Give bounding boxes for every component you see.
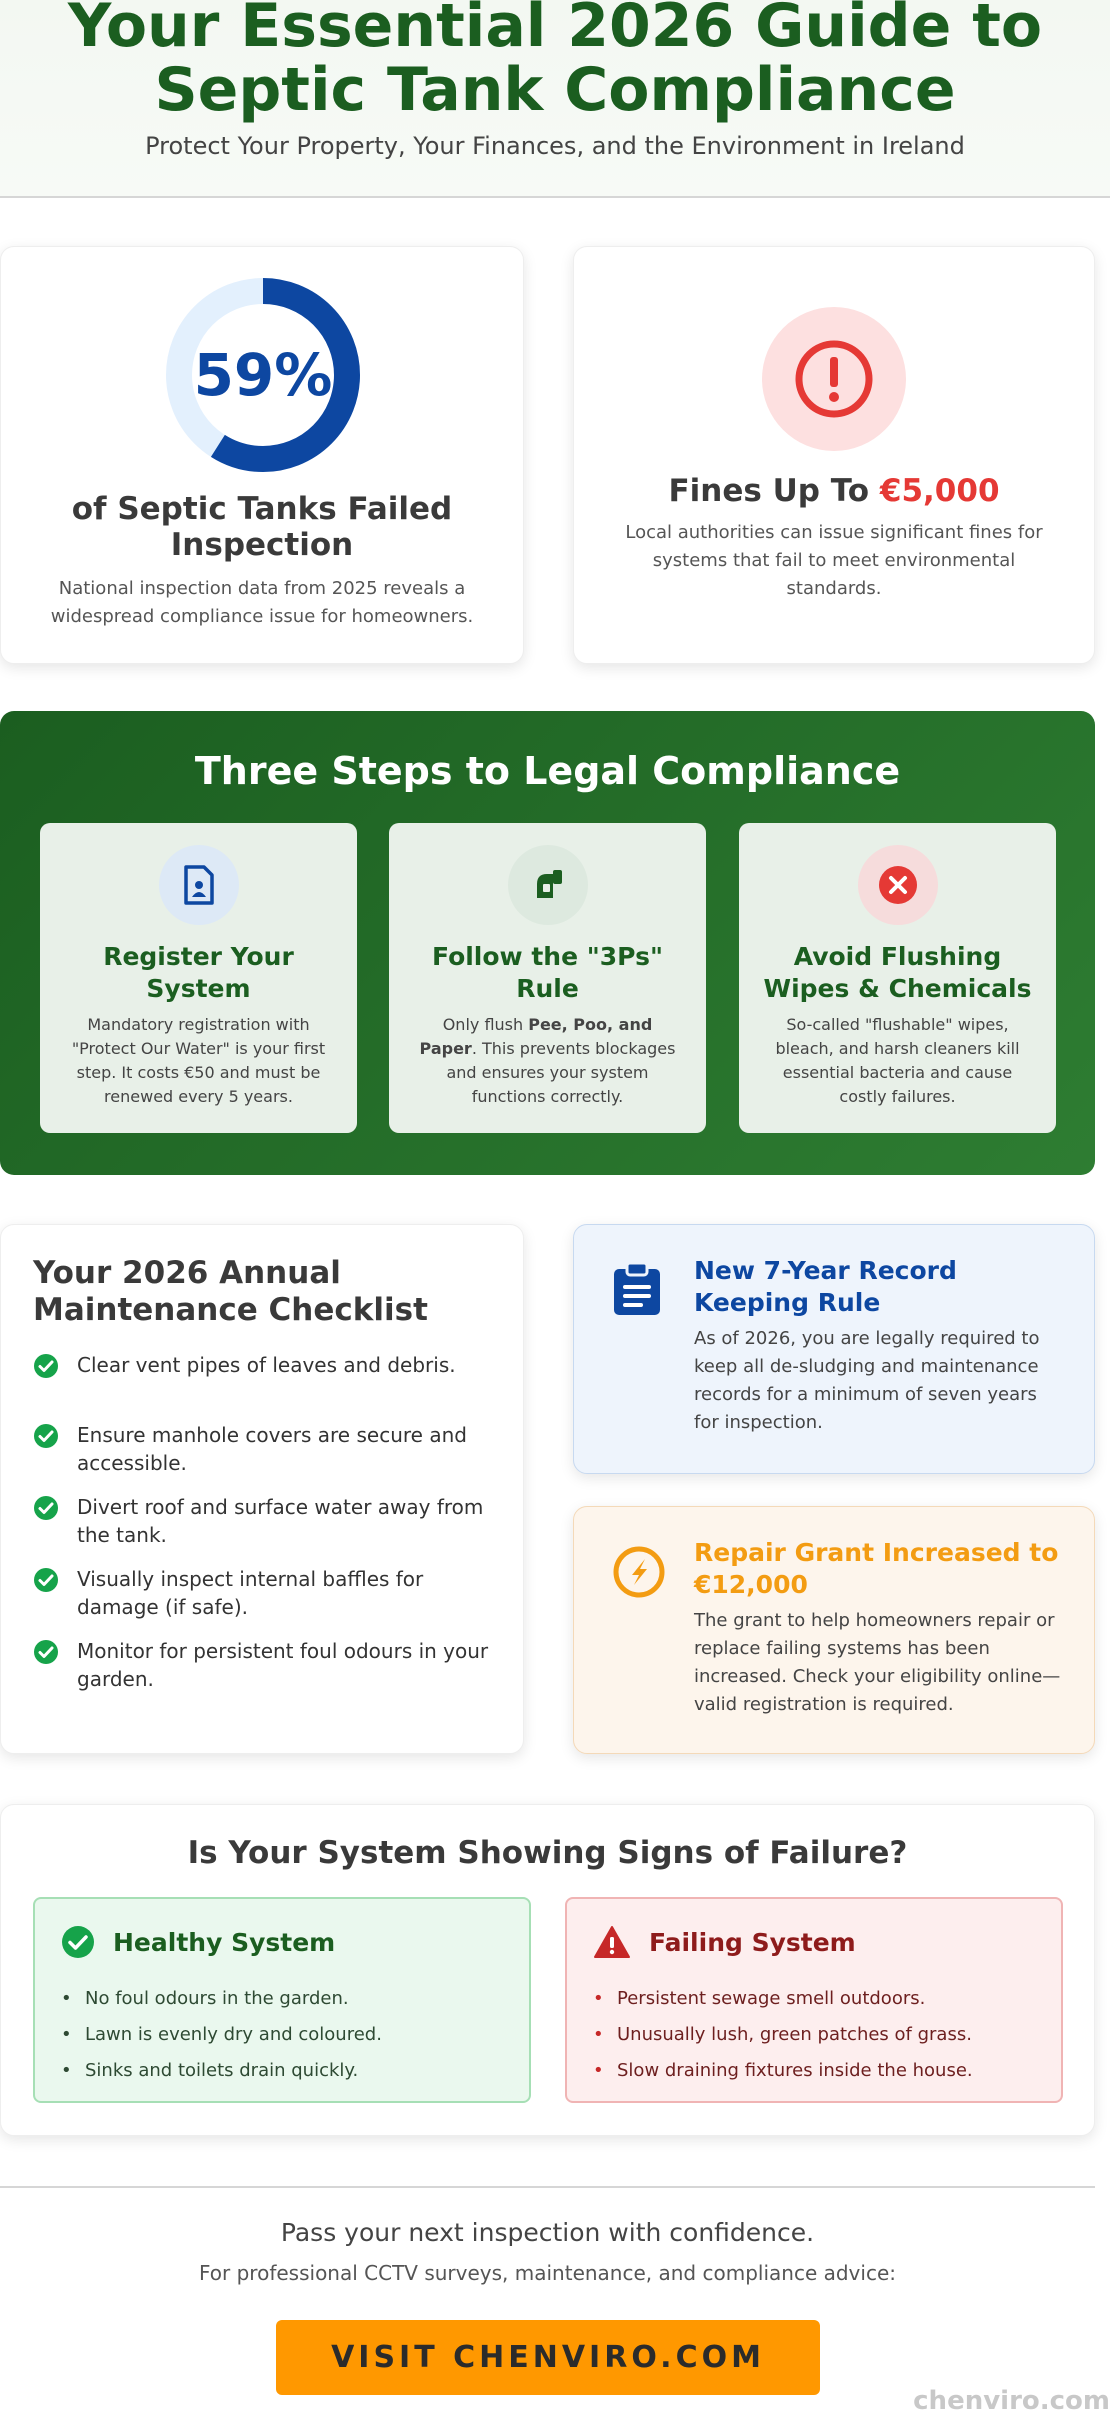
failing-sign-item: • Slow draining fixtures inside the house. — [593, 2053, 1041, 2089]
healthy-system-heading — [61, 1925, 335, 1959]
document-person-icon — [159, 845, 239, 925]
warning-triangle-icon — [593, 1925, 631, 1959]
healthy-system-title: Healthy System — [113, 1927, 336, 1957]
failed-inspection-card — [0, 246, 524, 664]
visit-website-button[interactable]: VISIT CHENVIRO.COM — [276, 2320, 820, 2395]
checklist-item — [33, 1637, 499, 1693]
check-circle-icon — [33, 1567, 59, 1593]
fines-title-prefix: Fines Up To — [668, 473, 870, 509]
grant-coin-icon — [612, 1545, 666, 1603]
step-register-title: Register Your System — [103, 942, 294, 1003]
fines-card — [573, 246, 1095, 664]
healthy-system-box — [33, 1897, 531, 2103]
healthy-system-list — [61, 1981, 509, 2089]
maintenance-checklist-card — [0, 1224, 524, 1754]
failing-sign-item: • Unusually lush, green patches of grass. — [593, 2017, 1041, 2053]
repair-grant-title: Repair Grant Increased to €12,000 — [694, 1538, 1059, 1599]
page-title-line2: Septic Tank Compliance — [154, 55, 956, 125]
healthy-sign-item: • Sinks and toilets drain quickly. — [61, 2053, 509, 2089]
step-3ps-title: Follow the "3Ps" Rule — [432, 942, 663, 1003]
fines-amount: €5,000 — [879, 473, 1000, 509]
watermark: chenviro.com — [913, 2386, 1110, 2412]
compliance-steps-section — [0, 711, 1095, 1175]
checklist-item-text: Visually inspect internal baffles for damage (if safe). — [77, 1567, 424, 1619]
repair-grant-card — [573, 1506, 1095, 1754]
checklist-item — [33, 1493, 499, 1549]
failed-inspection-text: National inspection data from 2025 reveals a widespread compliance issue for homeowners. — [50, 578, 474, 627]
check-circle-icon — [61, 1925, 95, 1959]
failing-system-title: Failing System — [649, 1927, 856, 1957]
healthy-sign-item: • No foul odours in the garden. — [61, 1981, 509, 2017]
failing-system-heading — [593, 1925, 856, 1959]
failing-system-list — [593, 1981, 1041, 2089]
failing-sign-item: • Persistent sewage smell outdoors. — [593, 1981, 1041, 2017]
checklist-item — [33, 1351, 499, 1379]
repair-grant-text: The grant to help homeowners repair or replace failing systems has been increased. Check your eligibility online—valid registration is required. — [694, 1610, 1061, 1715]
check-circle-icon — [33, 1495, 59, 1521]
footer-divider — [0, 2186, 1095, 2188]
failure-signs-card — [0, 1804, 1095, 2136]
failed-inspection-title: of Septic Tanks Failed Inspection — [71, 491, 453, 563]
alert-circle-icon — [762, 307, 906, 451]
healthy-sign-item: • Lawn is evenly dry and coloured. — [61, 2017, 509, 2053]
step-3ps — [389, 823, 706, 1133]
checklist-item — [33, 1421, 499, 1477]
failed-percent-label: 59% — [193, 341, 333, 409]
check-circle-icon — [33, 1353, 59, 1379]
record-rule-title: New 7-Year Record Keeping Rule — [694, 1256, 957, 1317]
fines-text: Local authorities can issue significant fines for systems that fail to meet environmental standards. — [625, 522, 1043, 599]
step-3ps-bold-text: Pee, Poo, and Paper — [419, 1015, 653, 1058]
x-circle-icon — [858, 845, 938, 925]
page-header — [0, 0, 1110, 198]
footer-subtext: For professional CCTV surveys, maintenance, and compliance advice: — [199, 2261, 896, 2285]
footer-tagline: Pass your next inspection with confidence. — [280, 2218, 815, 2247]
steps-title: Three Steps to Legal Compliance — [194, 749, 901, 793]
step-avoid-wipes — [739, 823, 1056, 1133]
page-title-line1: Your Essential 2026 Guide to — [67, 0, 1043, 61]
clipboard-icon — [612, 1263, 662, 1321]
step-avoid-wipes-text: So-called "flushable" wipes, bleach, and harsh cleaners kill essential bacteria and cause costly failures. — [775, 1015, 1020, 1106]
record-rule-card — [573, 1224, 1095, 1474]
checklist-title: Your 2026 Annual Maintenance Checklist — [33, 1255, 428, 1328]
step-3ps-text: Only flush Pee, Poo, and Paper. This prevents blockages and ensures your system functions correctly. — [419, 1015, 676, 1106]
signs-title: Is Your System Showing Signs of Failure? — [187, 1835, 908, 1871]
checklist-item-text: Clear vent pipes of leaves and debris. — [77, 1353, 456, 1377]
fines-title — [604, 473, 1064, 509]
toilet-icon — [508, 845, 588, 925]
check-circle-icon — [33, 1639, 59, 1665]
record-rule-text: As of 2026, you are legally required to keep all de-sludging and maintenance records for a minimum of seven years for inspection. — [694, 1328, 1040, 1433]
failing-system-box — [565, 1897, 1063, 2103]
step-avoid-wipes-title: Avoid Flushing Wipes & Chemicals — [763, 942, 1032, 1003]
step-register-text: Mandatory registration with "Protect Our Water" is your first step. It costs €50 and must be renewed every 5 years. — [71, 1015, 326, 1106]
check-circle-icon — [33, 1423, 59, 1449]
checklist-item-text: Monitor for persistent foul odours in your garden. — [77, 1639, 489, 1691]
step-register — [40, 823, 357, 1133]
checklist-item-text: Ensure manhole covers are secure and accessible. — [77, 1423, 467, 1475]
page-subtitle: Protect Your Property, Your Finances, and the Environment in Ireland — [145, 132, 965, 160]
checklist-item — [33, 1565, 499, 1621]
page-title — [0, 0, 1110, 125]
checklist-item-text: Divert roof and surface water away from the tank. — [77, 1495, 484, 1547]
